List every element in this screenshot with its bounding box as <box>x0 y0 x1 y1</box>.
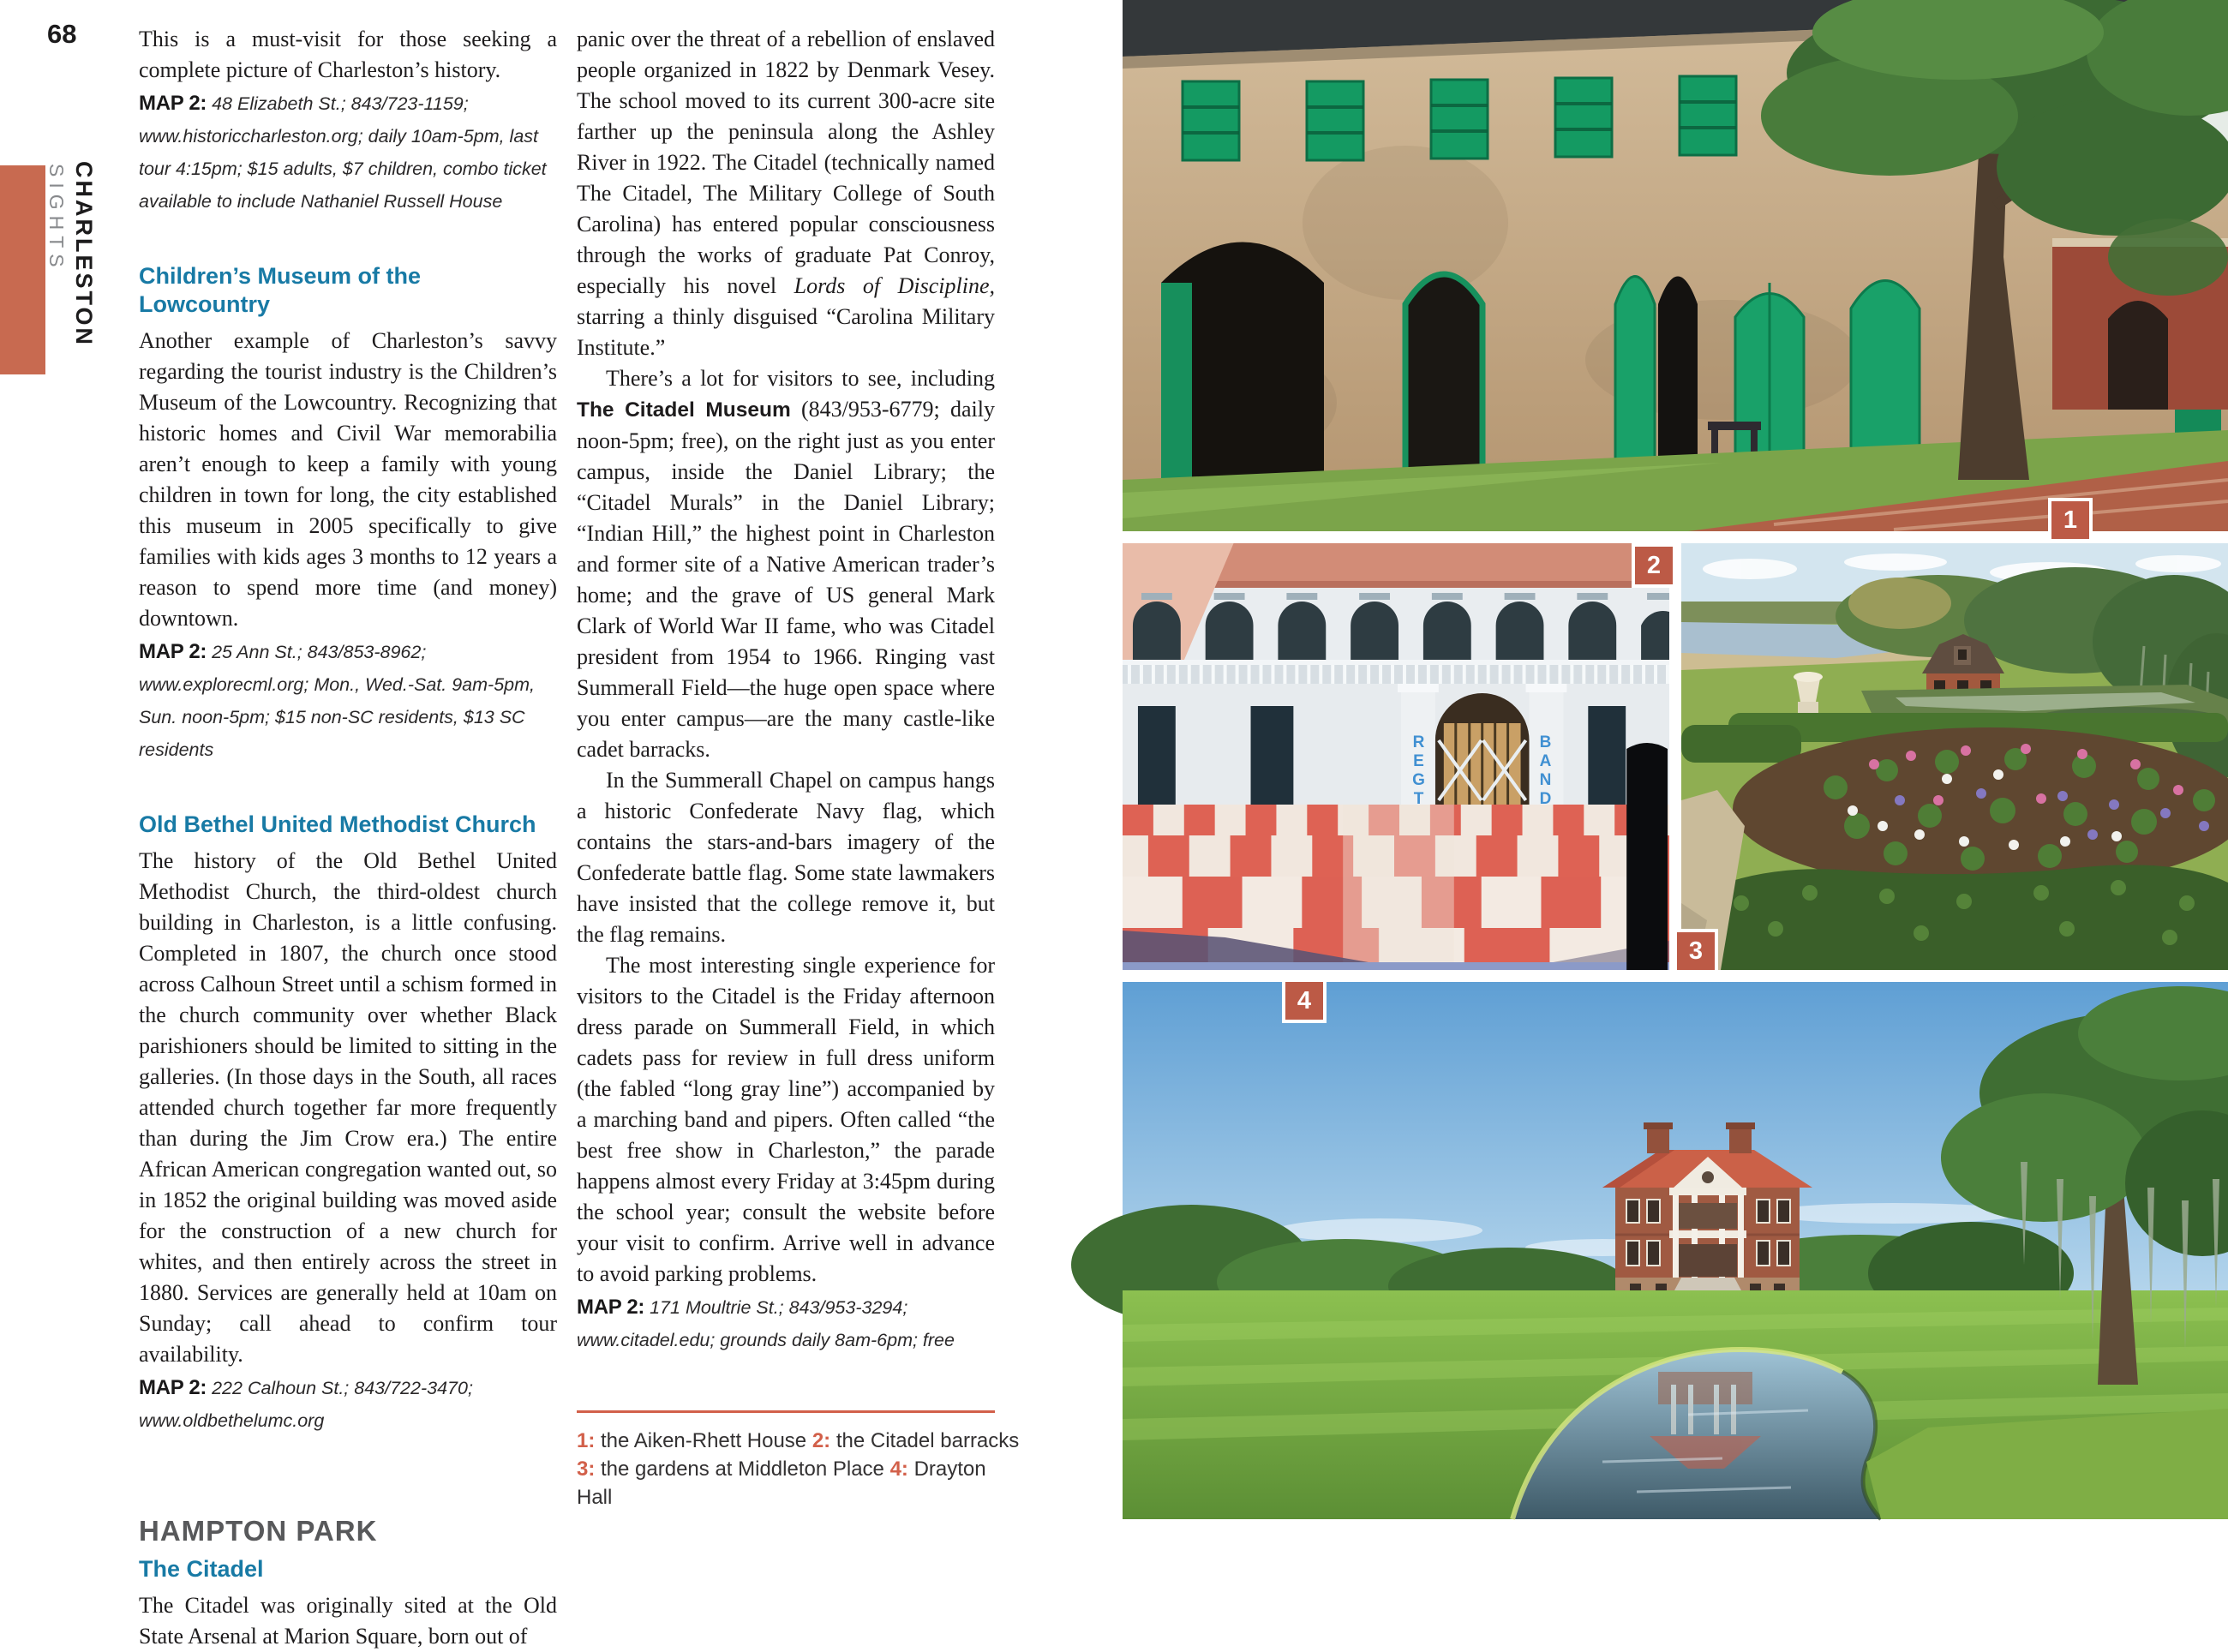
caption-line <box>577 1455 1022 1511</box>
map-entry-details: 171 Moultrie St.; 843/953-3294; www.citadel.edu; grounds daily 8am-6pm; free <box>577 1297 955 1350</box>
listing-title-old-bethel: Old Bethel United Methodist Church <box>139 811 536 837</box>
map-entry-label: MAP 2: <box>577 1296 645 1319</box>
photo-middleton-place-gardens <box>1681 543 2228 970</box>
text-column-left <box>139 24 557 1652</box>
photo-badge-4: 4 <box>1282 979 1327 1023</box>
paragraph-text: (843/953-6779; daily noon-5pm; free), on the right just as you enter campus, inside the Daniel Library; the “Citadel Murals” in the Daniel Library; “Indian Hill,” the highest point in Charleston and former site of a Native American trader’s home; and the grave of US general Mark Clark of World War II fame, who was Citadel president from 1954 to 1966. Ringing vast Summerall Field—the huge open space where you enter campus—are the many castle-like cadet barracks. <box>577 397 995 762</box>
photo-badge-2: 2 <box>1632 543 1676 588</box>
column-sign-regt: REGT <box>1410 733 1428 809</box>
body-paragraph <box>577 24 995 363</box>
body-paragraph: Another example of Charleston’s savvy regarding the tourist industry is the Children’s Museum of the Lowcountry. Recognizing that historic homes and Civil War memorabilia aren’t enough to keep a family with young children in town for long, the city established this museum in 2005 specifically to give families with kids ages 3 months to 12 years a reason to spend more time (and money) downtown. <box>139 328 557 631</box>
caption-text: Drayton Hall <box>577 1457 986 1509</box>
map-entry-label: MAP 2: <box>139 92 207 115</box>
page-number: 68 <box>47 19 77 49</box>
photo-illustration <box>1123 0 2228 531</box>
caption-number: 1: <box>577 1429 596 1452</box>
caption-number: 4: <box>889 1457 908 1481</box>
photo-illustration <box>1681 543 2228 970</box>
map-entry-label: MAP 2: <box>139 640 207 663</box>
caption-text: the Citadel barracks <box>836 1429 1020 1452</box>
caption-rule <box>577 1410 995 1413</box>
photo-citadel-barracks <box>1123 543 1669 970</box>
photo-aiken-rhett-house <box>1123 0 2228 531</box>
text-column-right <box>577 24 995 1356</box>
map-entry-details: 25 Ann St.; 843/853-8962; www.explorecml.org; Mon., Wed.-Sat. 9am-5pm, Sun. noon-5pm; $15 non-SC residents, $13 SC residents <box>139 642 536 760</box>
map-entry <box>577 1291 995 1356</box>
body-paragraph <box>577 363 995 765</box>
caption-number: 2: <box>812 1429 831 1452</box>
listing-title-childrens-museum: Children’s Museum of the Lowcountry <box>139 263 422 317</box>
body-paragraph: In the Summerall Chapel on campus hangs a historic Confederate Navy flag, which contains the stars-and-bars imagery of the Confederate battle flag. Some state lawmakers have insisted that the college remove it, but the flag remains. <box>577 768 995 947</box>
paragraph-text: There’s a lot for visitors to see, including <box>606 366 995 391</box>
photo-badge-1: 1 <box>2048 498 2093 542</box>
paragraph-text: starring a thinly disguised “Carolina Military Institute.” <box>577 304 995 360</box>
paragraph-text: panic over the threat of a rebellion of enslaved people organized in 1822 by Denmark Vesey. The school moved to its current 300-acre site farther up the peninsula along the Ashley River in 1922. The Citadel (technically named The Citadel, The Military College of South Carolina) has entered popular consciousness through the works of graduate Pat Conroy, especially his novel <box>577 27 995 298</box>
chapter-thumb-tab <box>0 165 45 374</box>
sidebar-chapter-label: CHARLESTON <box>71 161 97 348</box>
column-sign-band: BAND <box>1536 733 1554 809</box>
listing-title-citadel: The Citadel <box>139 1556 264 1582</box>
map-entry <box>139 1372 557 1437</box>
map-entry-details: 48 Elizabeth St.; 843/723-1159; www.historiccharleston.org; daily 10am-5pm, last tour 4:15pm; $15 adults, $7 children, combo ticket available to include Nathaniel Russell House <box>139 93 547 212</box>
book-title-italic: Lords of Discipline, <box>794 273 995 298</box>
map-entry <box>139 636 557 766</box>
photo-badge-3: 3 <box>1674 929 1718 973</box>
caption-line <box>577 1427 1022 1455</box>
map-entry <box>139 87 557 218</box>
photo-illustration <box>1123 543 1669 970</box>
map-entry-details: 222 Calhoun St.; 843/722-3470; www.oldbethelumc.org <box>139 1378 473 1431</box>
sidebar-section-label: SIGHTS <box>45 164 68 273</box>
body-paragraph: This is a must-visit for those seeking a complete picture of Charleston’s history. <box>139 27 557 82</box>
caption-text: the Aiken-Rhett House <box>601 1429 807 1452</box>
body-paragraph: The history of the Old Bethel United Methodist Church, the third-oldest church building in Charleston, is a little confusing. Completed in 1807, the church once stood across Calhoun Street until a schism formed in the church community over whether Black parishioners should be limited to sitting in the galleries. (In those days in the South, all races attended church together far more frequently than during the Jim Crow era.) The entire African American congregation wanted out, so in 1852 the original building was moved aside for the construction of a new church for whites, and then entirely across the street in 1880. Services are generally held at 10am on Sunday; call ahead to confirm tour availability. <box>139 848 557 1367</box>
map-entry-label: MAP 2: <box>139 1376 207 1399</box>
sight-name-bold: The Citadel Museum <box>577 398 791 422</box>
body-paragraph: The most interesting single experience for visitors to the Citadel is the Friday afternoon dress parade on Summerall Field, in which cadets pass for review in full dress uniform (the fabled “long gray line”) accompanied by a marching band and pipers. Often called “the best free show in Charleston,” the parade happens almost every Friday at 3:45pm during the school year; consult the website before your visit to confirm. Arrive well in advance to avoid parking problems. <box>577 953 995 1286</box>
photo-drayton-hall <box>1123 982 2228 1519</box>
caption-text: the gardens at Middleton Place <box>601 1457 884 1481</box>
body-paragraph: The Citadel was originally sited at the Old State Arsenal at Marion Square, born out of <box>139 1593 557 1649</box>
section-heading-hampton-park: HAMPTON PARK <box>139 1515 378 1547</box>
caption-number: 3: <box>577 1457 596 1481</box>
photo-illustration <box>1123 982 2228 1519</box>
photo-caption-block <box>577 1410 1022 1511</box>
